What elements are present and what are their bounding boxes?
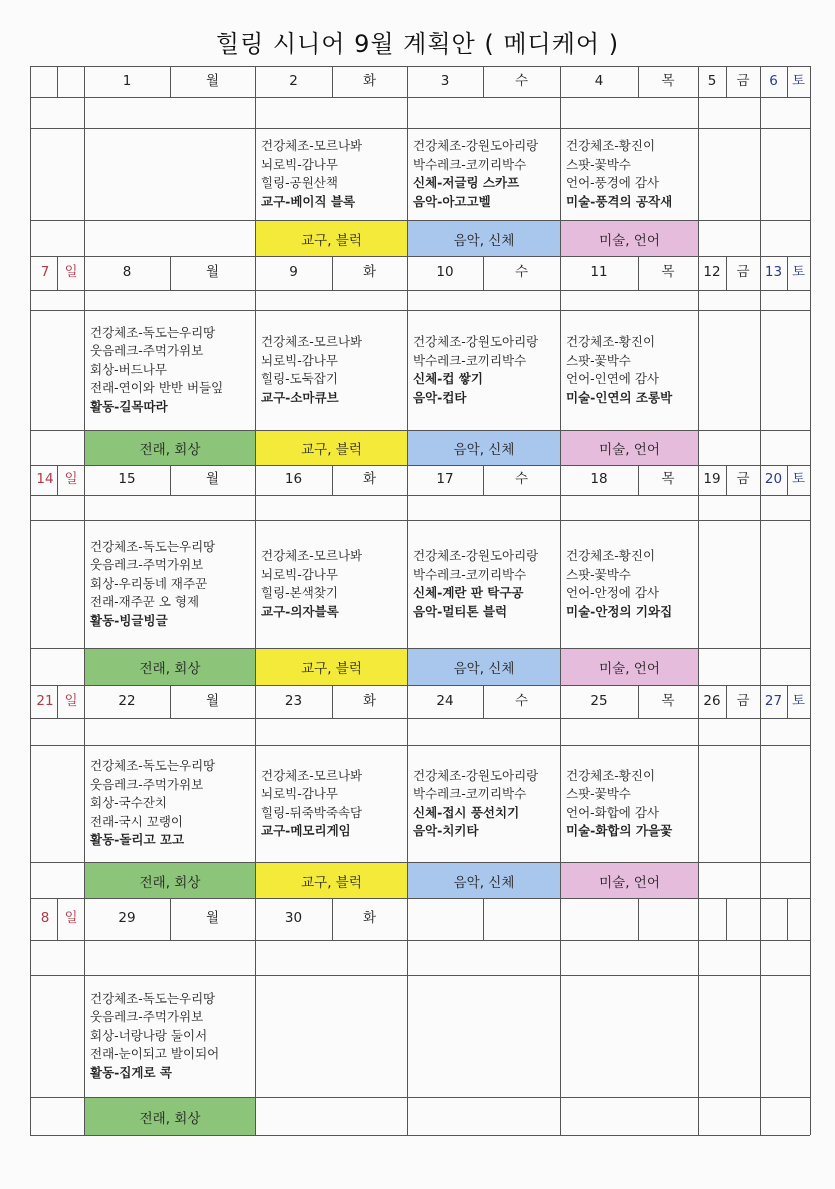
col-rule — [787, 898, 788, 940]
day-date: 8 — [122, 264, 132, 280]
col-rule — [638, 898, 639, 940]
activity-item: 음악-치키타 — [413, 823, 479, 838]
activity-list — [413, 767, 538, 841]
category-bar: 음악, 신체 — [408, 649, 560, 685]
activity-item: 건강체조-강원도아리랑 — [413, 548, 539, 563]
day-date: 24 — [436, 693, 454, 709]
day-date: 5 — [707, 73, 717, 89]
activity-item: 회상-버드나무 — [90, 361, 167, 377]
day-date: 20 — [764, 471, 783, 487]
activity-list — [90, 757, 215, 850]
category-bar: 미술, 언어 — [561, 221, 698, 256]
activity-item: 미술-인연의 조롱박 — [566, 389, 673, 405]
activity-item: 음악-아고고벨 — [413, 193, 491, 209]
row-rule — [30, 66, 810, 67]
row-rule — [30, 1135, 810, 1136]
day-label: 화 — [362, 471, 377, 487]
col-rule — [57, 256, 58, 290]
activity-item: 언어-풍경에 감사 — [566, 175, 660, 190]
page-title: 힐링 시니어 9월 계획안 ( 메디케어 ) — [215, 30, 620, 58]
activity-item: 뇌로빅-감나무 — [261, 156, 338, 172]
activity-list — [566, 547, 672, 621]
activity-item: 전래-재주꾼 오 형제 — [90, 594, 200, 610]
category-bar: 교구, 블럭 — [256, 649, 407, 685]
row-rule — [30, 465, 810, 466]
activity-item: 웃음레크-주먹가위보 — [90, 557, 204, 573]
day-date: 4 — [594, 73, 604, 89]
col-rule — [726, 898, 727, 940]
day-date: 25 — [590, 693, 608, 709]
category-bar: 교구, 블럭 — [256, 863, 407, 898]
category-bar: 전래, 회상 — [85, 863, 255, 898]
activity-item: 건강체조-모르나봐 — [261, 138, 363, 153]
category-bar: 전래, 회상 — [85, 1098, 255, 1135]
activity-item: 전래-연이와 반반 버들잎 — [90, 380, 224, 396]
activity-list — [413, 547, 538, 621]
activity-item: 건강체조-황진이 — [566, 138, 656, 153]
activity-list — [566, 137, 672, 211]
activity-list — [413, 137, 538, 211]
row-rule — [30, 975, 810, 976]
activity-item: 건강체조-독도는우리땅 — [90, 990, 216, 1006]
day-date: 9 — [289, 264, 298, 280]
day-date: 6 — [769, 73, 778, 89]
activity-item: 활동-집게로 콕 — [90, 1064, 172, 1080]
day-label: 금 — [736, 73, 750, 89]
sunday-label: 일 — [64, 264, 78, 280]
day-label: 화 — [362, 693, 377, 709]
category-bar: 미술, 언어 — [561, 431, 698, 465]
activity-item: 회상-국수잔치 — [90, 795, 167, 811]
activity-item: 활동-빙글빙글 — [90, 612, 168, 628]
activity-item: 박수레크-코끼리박수 — [413, 352, 527, 368]
activity-item: 건강체조-황진이 — [566, 334, 656, 349]
day-label: 수 — [514, 471, 529, 487]
day-label: 금 — [736, 471, 750, 487]
category-bar: 교구, 블럭 — [256, 431, 407, 465]
activity-list — [90, 990, 219, 1083]
col-rule — [30, 66, 31, 1135]
activity-item: 건강체조-모르나봐 — [261, 334, 363, 349]
category-bar: 음악, 신체 — [408, 221, 560, 256]
col-rule — [698, 66, 699, 1135]
activity-item: 신체-계란 판 탁구공 — [413, 585, 524, 600]
day-label: 수 — [514, 73, 529, 89]
day-label: 화 — [362, 264, 377, 280]
row-rule — [30, 940, 810, 941]
day-label: 목 — [661, 471, 675, 487]
day-date: 13 — [764, 264, 783, 280]
activity-item: 건강체조-강원도아리랑 — [413, 138, 539, 153]
activity-item: 교구-베이직 블록 — [261, 193, 356, 209]
day-label: 토 — [791, 693, 806, 709]
day-date: 10 — [436, 264, 454, 280]
activity-item: 박수레크-코끼리박수 — [413, 786, 527, 801]
day-date: 11 — [590, 264, 608, 280]
activity-item: 힐링-본색찾기 — [261, 585, 338, 600]
col-rule — [57, 685, 58, 718]
activity-list — [566, 767, 672, 841]
day-label: 금 — [736, 693, 750, 709]
activity-item: 건강체조-모르나봐 — [261, 548, 363, 563]
day-date: 2 — [289, 73, 298, 89]
day-label: 목 — [661, 73, 675, 89]
row-rule — [30, 290, 810, 291]
day-date: 19 — [703, 471, 721, 487]
day-label: 월 — [205, 693, 220, 709]
category-bar: 미술, 언어 — [561, 649, 698, 685]
activity-item: 건강체조-황진이 — [566, 548, 656, 563]
activity-item: 언어-화합에 감사 — [566, 804, 660, 820]
activity-item: 활동-돌리고 꼬고 — [90, 832, 185, 848]
col-rule — [57, 465, 58, 495]
col-rule — [483, 898, 484, 940]
day-label: 수 — [514, 264, 529, 280]
col-rule — [84, 66, 85, 1135]
day-label: 화 — [362, 73, 377, 89]
activity-item: 미술-풍격의 공작새 — [566, 193, 673, 209]
day-date: 16 — [284, 471, 303, 487]
activity-item: 스팟-꽃박수 — [566, 786, 631, 801]
col-rule — [57, 898, 58, 940]
activity-item: 음악-멀티톤 블럭 — [413, 603, 508, 619]
activity-list — [261, 767, 362, 841]
activity-item: 뇌로빅-감나무 — [261, 566, 338, 582]
day-label: 수 — [514, 693, 529, 709]
col-rule — [810, 66, 811, 1135]
activity-item: 스팟-꽃박수 — [566, 352, 631, 368]
activity-item: 웃음레크-주먹가위보 — [90, 776, 204, 792]
activity-list — [261, 137, 362, 211]
activity-item: 전래-국시 꼬랭이 — [90, 813, 184, 829]
day-date: 1 — [122, 73, 132, 89]
activity-item: 미술-화합의 가을꽃 — [566, 823, 673, 838]
activity-item: 교구-의자블록 — [261, 603, 339, 619]
activity-item: 힐링-뒤죽박죽속담 — [261, 804, 363, 820]
activity-list — [566, 333, 672, 407]
day-label: 목 — [661, 693, 675, 709]
sunday-label: 일 — [64, 910, 78, 926]
activity-item: 건강체조-황진이 — [566, 767, 656, 783]
activity-item: 건강체조-강원도아리랑 — [413, 767, 539, 783]
row-rule — [30, 718, 810, 719]
activity-list — [261, 333, 362, 407]
day-label: 목 — [661, 264, 675, 280]
day-label: 토 — [791, 73, 806, 89]
category-bar: 전래, 회상 — [85, 649, 255, 685]
day-label: 월 — [205, 73, 220, 89]
activity-item: 건강체조-강원도아리랑 — [413, 334, 539, 349]
activity-item: 회상-우리동네 재주꾼 — [90, 575, 208, 591]
activity-item: 교구-소마큐브 — [261, 389, 339, 405]
activity-item: 신체-저글링 스카프 — [413, 175, 520, 190]
day-label: 금 — [736, 264, 750, 280]
activity-list — [90, 324, 223, 417]
activity-item: 스팟-꽃박수 — [566, 566, 631, 582]
activity-list — [90, 538, 215, 631]
day-date: 26 — [703, 693, 721, 709]
day-date: 22 — [118, 693, 136, 709]
row-rule — [30, 128, 810, 129]
sunday-date: 21 — [36, 693, 54, 709]
sunday-date: 7 — [40, 264, 50, 280]
col-rule — [760, 66, 761, 1135]
col-rule — [57, 66, 58, 97]
sunday-label: 일 — [64, 471, 78, 487]
activity-item: 신체-컵 쌓기 — [413, 371, 483, 386]
activity-item: 박수레크-코끼리박수 — [413, 566, 527, 582]
activity-item: 언어-안정에 감사 — [566, 585, 660, 600]
activity-list — [413, 333, 538, 407]
category-bar: 음악, 신체 — [408, 431, 560, 465]
day-date: 12 — [703, 264, 721, 280]
day-label: 토 — [791, 471, 806, 487]
activity-list — [261, 547, 362, 621]
day-date: 30 — [284, 910, 303, 926]
activity-item: 건강체조-독도는우리땅 — [90, 324, 216, 340]
row-rule — [30, 97, 810, 98]
activity-item: 스팟-꽃박수 — [566, 156, 631, 172]
day-date: 17 — [436, 471, 454, 487]
row-rule — [30, 685, 810, 686]
row-rule — [30, 310, 810, 311]
row-rule — [30, 256, 810, 257]
sunday-date: 8 — [40, 910, 50, 926]
activity-item: 뇌로빅-감나무 — [261, 786, 338, 801]
day-label: 월 — [205, 264, 220, 280]
activity-item: 언어-인연에 감사 — [566, 371, 660, 386]
day-date: 15 — [118, 471, 136, 487]
activity-item: 미술-안정의 기와집 — [566, 603, 673, 619]
activity-item: 활동-길목따라 — [90, 398, 168, 414]
category-bar: 미술, 언어 — [561, 863, 698, 898]
activity-item: 신체-접시 풍선치기 — [413, 804, 520, 820]
sunday-label: 일 — [64, 693, 78, 709]
row-rule — [30, 520, 810, 521]
row-rule — [30, 745, 810, 746]
category-bar: 전래, 회상 — [85, 431, 255, 465]
row-rule — [30, 495, 810, 496]
activity-item: 음악-컵타 — [413, 389, 467, 405]
day-label: 월 — [205, 471, 220, 487]
day-date: 29 — [118, 910, 136, 926]
activity-item: 웃음레크-주먹가위보 — [90, 1009, 204, 1025]
activity-item: 건강체조-모르나봐 — [261, 767, 363, 783]
activity-item: 박수레크-코끼리박수 — [413, 156, 527, 172]
activity-item: 뇌로빅-감나무 — [261, 352, 338, 368]
day-date: 27 — [764, 693, 783, 709]
sunday-date: 14 — [36, 471, 54, 487]
row-rule — [30, 898, 810, 899]
category-bar: 음악, 신체 — [408, 863, 560, 898]
day-date: 23 — [284, 693, 303, 709]
activity-item: 건강체조-독도는우리땅 — [90, 538, 216, 554]
activity-item: 건강체조-독도는우리땅 — [90, 758, 216, 774]
day-date: 18 — [590, 471, 608, 487]
activity-item: 웃음레크-주먹가위보 — [90, 343, 204, 359]
day-label: 화 — [362, 910, 377, 926]
day-label: 월 — [205, 910, 220, 926]
activity-item: 힐링-공원산책 — [261, 175, 338, 190]
day-date: 3 — [440, 73, 450, 89]
day-label: 토 — [791, 264, 806, 280]
activity-item: 힐링-도둑잡기 — [261, 371, 338, 386]
activity-item: 회상-너랑나랑 둘이서 — [90, 1027, 208, 1043]
category-bar: 교구, 블럭 — [256, 221, 407, 256]
activity-item: 교구-메모리게임 — [261, 823, 351, 838]
activity-item: 전래-눈이되고 발이되어 — [90, 1046, 220, 1062]
